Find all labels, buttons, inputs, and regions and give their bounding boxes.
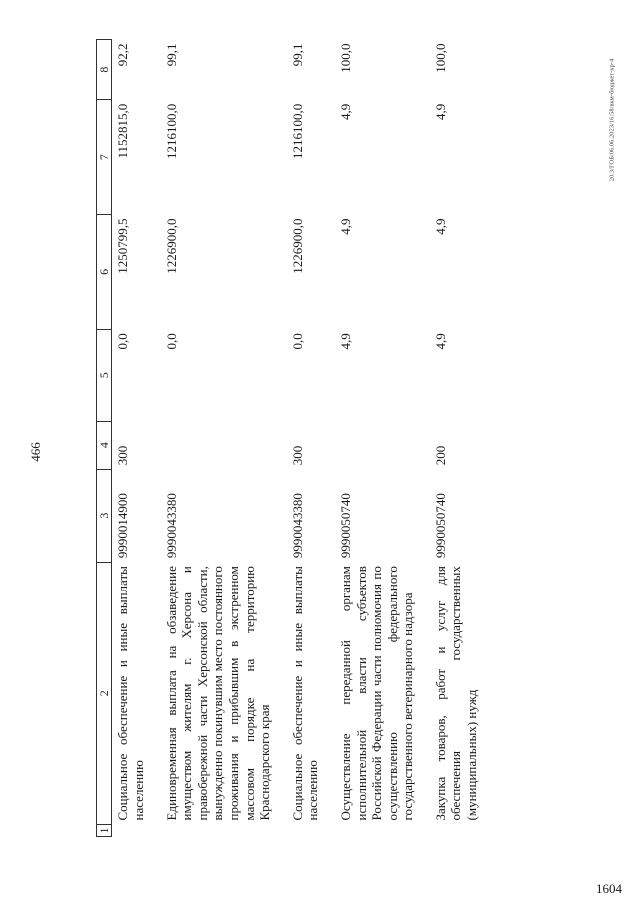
- row-value-col5: 0,0: [289, 333, 305, 350]
- budget-table: [96, 39, 494, 837]
- row-value-col5: 4,9: [337, 333, 353, 350]
- row-description: Закупка товаров, работ и услуг для обеспечения государственных (муниципальных) нужд: [432, 566, 480, 821]
- file-stamp: 20.3/ГОБ/06.06.2023/16:58/вкм-бюджет-кр-4: [608, 58, 616, 182]
- table-row: [161, 40, 287, 837]
- row-value-col7: 4,9: [432, 103, 448, 120]
- row-expense-type: 200: [432, 445, 448, 466]
- row-expense-type: 300: [115, 445, 131, 466]
- row-value-col8: 99,1: [289, 43, 305, 67]
- row-number: [112, 824, 161, 836]
- row-value-col6: 1226900,0: [163, 218, 179, 274]
- row-target-code: 9990050740: [432, 493, 448, 559]
- row-description: Социальное обеспечение и иные выплаты населению: [115, 566, 146, 821]
- row-expense-type: [161, 421, 287, 469]
- header-col-2: 2: [97, 562, 112, 824]
- row-value-col7: 1152815,0: [115, 103, 131, 159]
- row-target-code: 9990043380: [289, 493, 305, 559]
- row-target-code: 9990014900: [115, 493, 131, 559]
- row-value-col5: 0,0: [163, 333, 179, 350]
- row-value-col7: 1216100,0: [289, 103, 305, 159]
- header-col-8: 8: [97, 40, 112, 100]
- row-target-code: 9990043380: [163, 493, 179, 559]
- header-col-4: 4: [97, 421, 112, 469]
- page-number-bottom: 1604: [596, 881, 622, 896]
- row-expense-type: 300: [289, 445, 305, 466]
- row-value-col6: 4,9: [432, 218, 448, 235]
- row-value-col6: 1226900,0: [289, 218, 305, 274]
- row-value-col8: 100,0: [432, 43, 448, 73]
- row-description: Социальное обеспечение и иные выплаты населению: [289, 566, 321, 821]
- row-number: [287, 824, 335, 836]
- row-number: [335, 824, 430, 836]
- row-value-col8: 99,1: [163, 43, 179, 67]
- row-expense-type: [335, 421, 430, 469]
- header-col-7: 7: [97, 100, 112, 215]
- header-col-6: 6: [97, 214, 112, 329]
- row-value-col7: 4,9: [337, 103, 353, 120]
- header-col-1: 1: [97, 824, 112, 836]
- table-row: [287, 40, 335, 837]
- row-value-col5: 4,9: [432, 333, 448, 350]
- table-row: [430, 40, 494, 837]
- row-value-col8: 100,0: [337, 43, 353, 73]
- header-col-5: 5: [97, 329, 112, 421]
- row-value-col6: 1250799,5: [115, 218, 131, 274]
- table-row: [335, 40, 430, 837]
- header-col-3: 3: [97, 469, 112, 562]
- row-description: Осуществление переданной органам исполнительной власти субъектов Российской Федерации части полномочия по осуществлению федерального государственного ветеринарного надзора: [337, 566, 416, 821]
- row-value-col7: 1216100,0: [163, 103, 179, 159]
- row-number: [430, 824, 494, 836]
- row-value-col6: 4,9: [337, 218, 353, 235]
- table-header-row: [97, 40, 112, 837]
- budget-table-container: [96, 39, 536, 837]
- row-value-col8: 92,2: [115, 43, 131, 67]
- row-value-col5: 0,0: [115, 333, 131, 350]
- row-number: [161, 824, 287, 836]
- page-number-top: 466: [28, 442, 43, 462]
- table-row: [112, 40, 161, 837]
- row-target-code: 9990050740: [337, 493, 353, 559]
- row-description: Единовременная выплата на обзаведение имуществом жителям г. Херсона и правобережной части Херсонской области, вынужденно покинувшим место постоянного проживания и прибывшим в экстренном массовом порядке на территорию Краснодарского края: [163, 566, 273, 821]
